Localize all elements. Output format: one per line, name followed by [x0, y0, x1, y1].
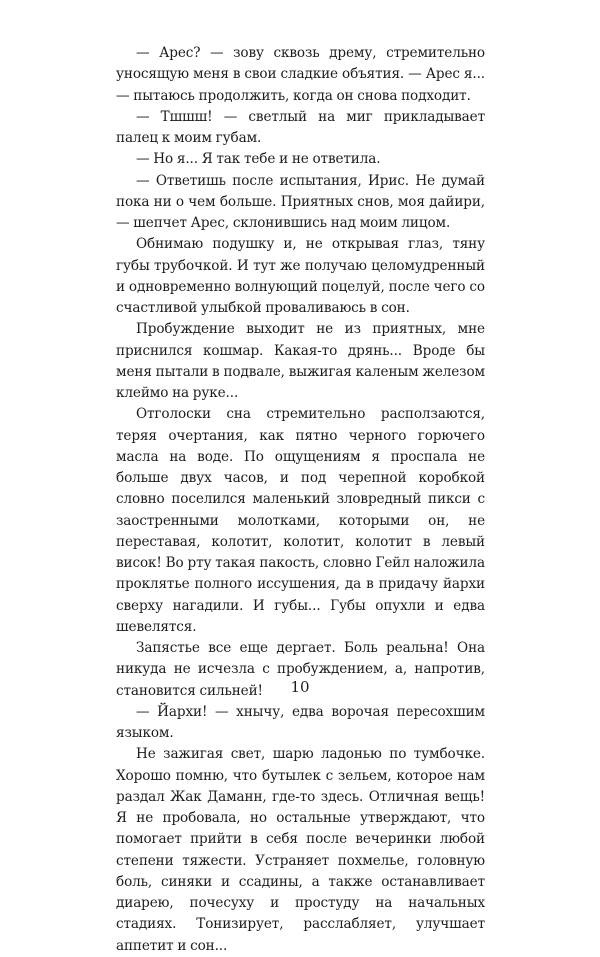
paragraph-10: Не зажигая свет, шарю ладонью по тумбочке. Хорошо помню, что бутылек с зельем, которое нам раздал Жак Даманн, где-то здесь. Отличная вещь! Я не пробовала, но остальные утверждают, что помогает прийти в себя после вечеринки любой степени тяжести. Устраняет похмелье, головную боль, синяки и ссадины, а также останавливает диарею, почесуху и простуду на начальных стадиях. Тонизирует, расслабляет, улучшает аппетит и сон... — [116, 746, 485, 954]
paragraph-3: — Но я... Я так тебе и не ответила. — [136, 151, 381, 168]
paragraph-9: — Йархи! — хнычу, едва ворочая пересохшим языком. — [116, 703, 485, 741]
paragraph-4: — Ответишь после испытания, Ирис. Не думай пока ни о чем больше. Приятных снов, моя дайири, — шепчет Арес, склонившись над моим лицом. — [116, 172, 485, 231]
paragraph-2: — Тшшш! — светлый на миг прикладывает палец к моим губам. — [116, 108, 485, 146]
paragraph-7: Отголоски сна стремительно расползаются, теряя очертания, как пятно черного горючего масла на воде. По ощущениям я проспала не больше двух часов, и под черепной коробкой словно поселился маленький зловредный пикси с заостренными молотками, которыми он, не переставая, колотит, колотит, колотит в левый висок! Во рту такая пакость, словно Гейл наложила проклятье полного иссушения, да в придачу йархи сверху нагадили. И губы... Губы опухли и едва шевелятся. — [116, 406, 485, 635]
paragraph-6: Пробуждение выходит не из приятных, мне приснился кошмар. Какая-то дрянь... Вроде бы меня пытали в подвале, выжигая каленым железом клеймо на руке... — [116, 321, 485, 401]
paragraph-5: Обнимаю подушку и, не открывая глаз, тяну губы трубочкой. И тут же получаю целомудренный и одновременно волнующий поцелуй, после чего со счастливой улыбкой проваливаюсь в сон. — [116, 236, 485, 316]
paragraph-1: — Арес? — зову сквозь дрему, стремительно уносящую меня в свои сладкие объятия. — Арес я... — пытаюсь продолжить, когда он снова подходит. — [116, 45, 485, 104]
body-text — [116, 43, 485, 957]
paragraph-8: Запястье все еще дергает. Боль реальна! Она никуда не исчезла с пробуждением, а, напротив, становится сильней! — [116, 640, 485, 699]
page-number: 10 — [290, 678, 310, 696]
